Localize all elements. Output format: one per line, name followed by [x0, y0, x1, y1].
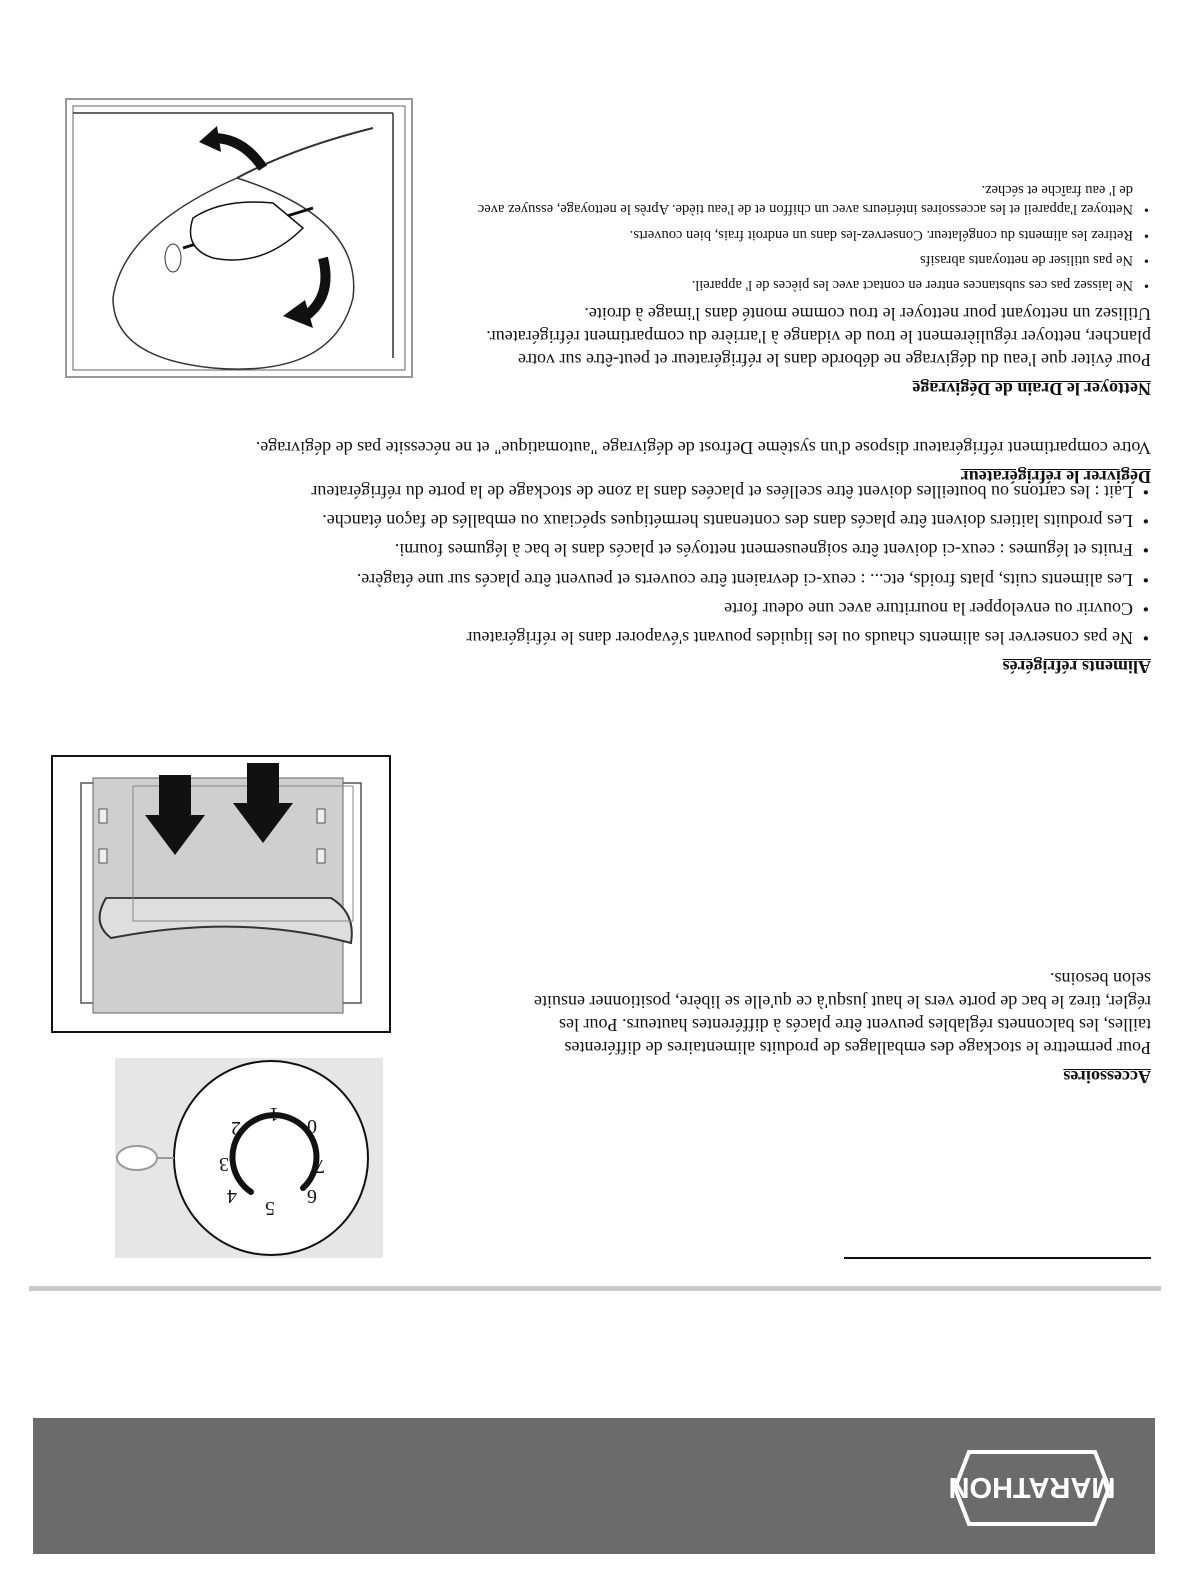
section-rule: [844, 1257, 1151, 1259]
clean-drain-section: [461, 174, 1151, 400]
list-item: • Ne pas conserver les aliments chauds ou les liquides pouvant s'évaporer dans le réfrigérateur: [76, 626, 1151, 649]
accessories-heading: Accessoires: [1063, 1067, 1151, 1087]
dial-number-6: 6: [307, 1185, 317, 1207]
list-item: • Couvrir ou envelopper la nourriture avec une odeur forte: [76, 597, 1151, 620]
defrost-fridge-heading: Dégivrer le réfrigérateur: [960, 467, 1151, 487]
clean-drain-text: Pour éviter que l'eau du dégivrage ne déborde dans le réfrigérateur et peut-être sur votre plancher, nettoyer régulièrement le trou de vidange à l'arrière du compartiment réfrigérateur. Utilisez un nettoyant pour nettoyer le trou comme monté dans l'image à droite.: [486, 304, 1151, 370]
marathon-logo: [947, 1448, 1117, 1528]
list-item: • Retirez les aliments du congélateur. Conservez-les dans un endroit frais, bien couverts.: [461, 225, 1151, 244]
clean-drain-heading: Nettoyer le Drain de Dégivrage: [912, 379, 1151, 399]
list-item: • Les produits laitiers doivent être placés dans des contenants hermétiques spéciaux ou emballés de façon étanche.: [76, 509, 1151, 532]
thermostat-dial-figure: [115, 1058, 383, 1258]
list-item: • Les aliments cuits, plats froids, etc... : ceux-ci devraient être couverts et peuvent être placés sur une étagère.: [76, 568, 1151, 591]
dial-number-4: 4: [227, 1185, 237, 1207]
list-item: • Ne pas utiliser de nettoyants abrasifs: [461, 250, 1151, 269]
refrigerated-food-heading: Aliments réfrigérés: [1002, 657, 1151, 677]
brand-band: [33, 1418, 1155, 1554]
refrigerated-food-section: [76, 474, 1151, 678]
list-item: • Ne laissez pas ces substances entrer en contact avec les pièces de l' appareil.: [461, 275, 1151, 294]
door-shelf-figure: [51, 755, 391, 1033]
dial-number-7: 7: [315, 1155, 325, 1177]
dial-number-3: 3: [219, 1153, 229, 1175]
dial-number-2: 2: [231, 1117, 241, 1139]
accessories-section: [521, 967, 1151, 1088]
divider-line: [29, 1286, 1161, 1291]
defrost-fridge-section: [81, 436, 1151, 488]
list-item: • Nettoyez l'appareil et les accessoires intérieurs avec un chiffon et de l'eau tiède. Après le nettoyage, essuyez avec de l' eau fraîche et séchez.: [461, 180, 1151, 218]
dial-number-5: 5: [265, 1197, 275, 1219]
dial-number-1: 1: [269, 1103, 279, 1125]
accessories-text: Pour permettre le stockage des emballages de produits alimentaires de différentes tailles, les balconnets réglables peuvent être placés à différentes hauteurs. Pour les régler, tirez le bac de porte vers le haut jusqu'à ce qu'elle se libère, positionner ensuite selon besoins.: [533, 969, 1151, 1058]
list-item: • Fruits et légumes : ceux-ci doivent être soigneusement nettoyés et placés dans le bac à légumes fourni.: [76, 538, 1151, 561]
logo-text: MARATHON: [948, 1471, 1116, 1503]
list-item: • Lait : les cartons ou bouteilles doivent être scellées et placées dans la zone de stockage de la porte du réfrigérateur: [76, 480, 1151, 503]
dial-number-0: 0: [307, 1115, 317, 1137]
drain-cleaning-figure: [65, 98, 413, 378]
defrost-fridge-text: Votre compartiment réfrigérateur dispose d'un système Defrost de dégivrage "automatique" et ne nécessite pas de dégivrage.: [255, 438, 1151, 458]
